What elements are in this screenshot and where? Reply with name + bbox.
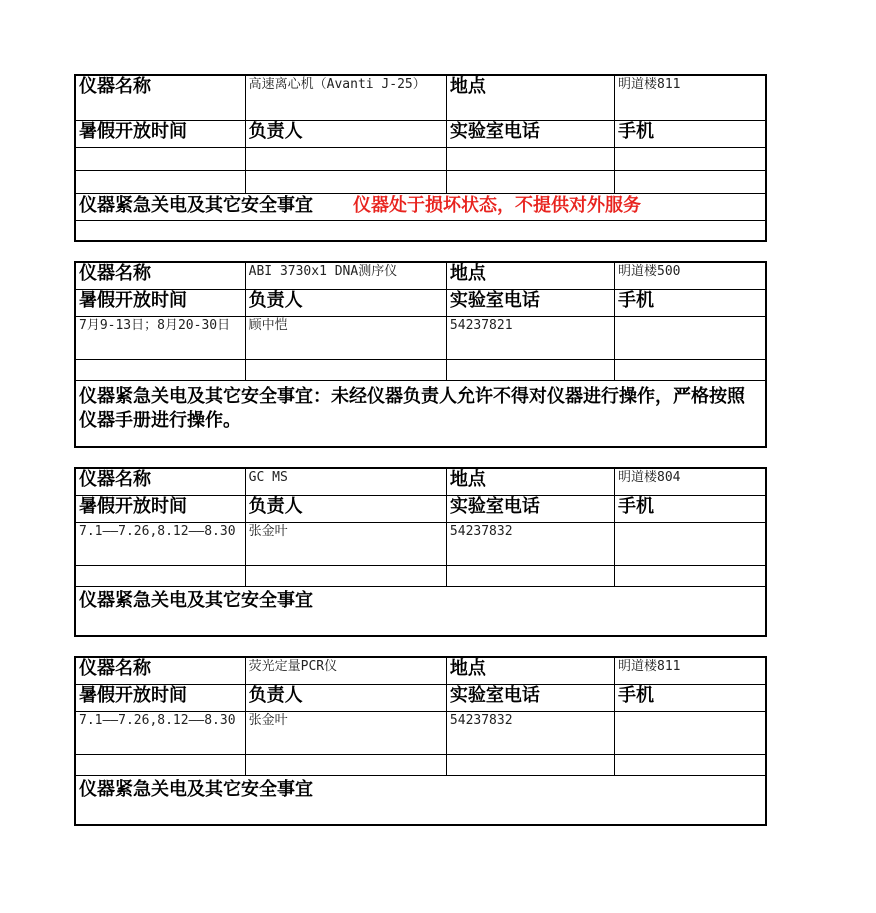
person-label: 负责人	[245, 684, 446, 711]
open-hours: 7.1——7.26,8.12——8.30	[75, 522, 245, 565]
person-in-charge: 张金叶	[245, 711, 446, 754]
instrument-location: 明道楼804	[615, 468, 767, 495]
instrument-location: 明道楼811	[615, 75, 767, 120]
safety-label: 仪器紧急关电及其它安全事宜	[79, 194, 313, 216]
hours-label: 暑假开放时间	[75, 495, 245, 522]
hours-label: 暑假开放时间	[75, 684, 245, 711]
mobile-label: 手机	[615, 120, 767, 147]
blank-cell	[245, 359, 446, 380]
blank-cell	[75, 565, 245, 586]
blank-row	[75, 220, 766, 241]
instrument-card	[74, 467, 767, 637]
instrument-location: 明道楼811	[615, 657, 767, 684]
hours-label: 暑假开放时间	[75, 120, 245, 147]
blank-cell	[446, 565, 614, 586]
blank-cell	[615, 170, 767, 193]
blank-cell	[245, 754, 446, 775]
person-in-charge: 顾中恺	[245, 316, 446, 359]
lab-phone-label: 实验室电话	[446, 684, 614, 711]
open-hours	[75, 147, 245, 170]
instrument-card	[74, 261, 767, 448]
instrument-name: GC MS	[245, 468, 446, 495]
blank-cell	[615, 754, 767, 775]
instrument-card	[74, 656, 767, 826]
safety-row	[75, 193, 766, 220]
lab-phone: 54237832	[446, 522, 614, 565]
person-label: 负责人	[245, 120, 446, 147]
blank-cell	[75, 359, 245, 380]
location-label: 地点	[446, 468, 614, 495]
blank-cell	[75, 754, 245, 775]
name-label: 仪器名称	[75, 468, 245, 495]
location-label: 地点	[446, 657, 614, 684]
instrument-sheet	[74, 74, 767, 845]
open-hours: 7.1——7.26,8.12——8.30	[75, 711, 245, 754]
blank-cell	[446, 359, 614, 380]
blank-cell	[245, 170, 446, 193]
lab-phone: 54237821	[446, 316, 614, 359]
blank-cell	[615, 565, 767, 586]
mobile-phone	[615, 316, 767, 359]
instrument-name: 荧光定量PCR仪	[245, 657, 446, 684]
open-hours: 7月9-13日；8月20-30日	[75, 316, 245, 359]
person-label: 负责人	[245, 495, 446, 522]
lab-phone-label: 实验室电话	[446, 289, 614, 316]
lab-phone: 54237832	[446, 711, 614, 754]
name-label: 仪器名称	[75, 657, 245, 684]
blank-cell	[446, 754, 614, 775]
mobile-phone	[615, 522, 767, 565]
name-label: 仪器名称	[75, 75, 245, 120]
location-label: 地点	[446, 75, 614, 120]
instrument-name: ABI 3730x1 DNA测序仪	[245, 262, 446, 289]
instrument-name: 高速离心机（Avanti J-25）	[245, 75, 446, 120]
person-in-charge	[245, 147, 446, 170]
instrument-card	[74, 74, 767, 242]
mobile-phone	[615, 711, 767, 754]
mobile-label: 手机	[615, 495, 767, 522]
instrument-location: 明道楼500	[615, 262, 767, 289]
blank-cell	[245, 565, 446, 586]
name-label: 仪器名称	[75, 262, 245, 289]
lab-phone-label: 实验室电话	[446, 120, 614, 147]
safety-label: 仪器紧急关电及其它安全事宜	[75, 586, 766, 636]
safety-label: 仪器紧急关电及其它安全事宜	[75, 775, 766, 825]
lab-phone-label: 实验室电话	[446, 495, 614, 522]
mobile-label: 手机	[615, 289, 767, 316]
safety-text: 仪器紧急关电及其它安全事宜：未经仪器负责人允许不得对仪器进行操作，严格按照仪器手册进行操作。	[75, 380, 766, 447]
safety-alert: 仪器处于损坏状态，不提供对外服务	[353, 194, 641, 216]
hours-label: 暑假开放时间	[75, 289, 245, 316]
person-label: 负责人	[245, 289, 446, 316]
mobile-phone	[615, 147, 767, 170]
blank-cell	[75, 170, 245, 193]
person-in-charge: 张金叶	[245, 522, 446, 565]
blank-cell	[446, 170, 614, 193]
lab-phone	[446, 147, 614, 170]
location-label: 地点	[446, 262, 614, 289]
mobile-label: 手机	[615, 684, 767, 711]
blank-cell	[615, 359, 767, 380]
